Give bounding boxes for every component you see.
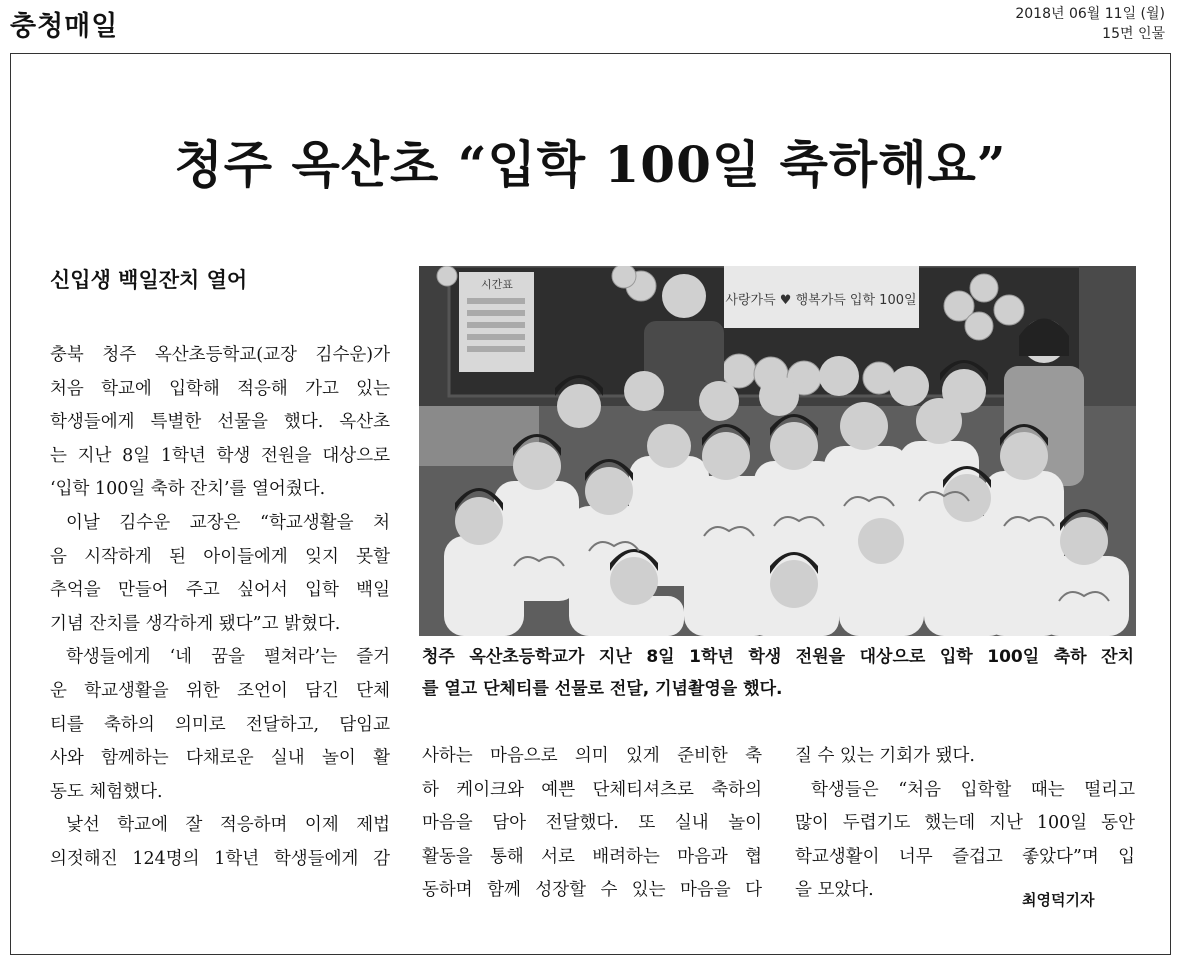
article-column-1	[50, 339, 390, 877]
text-line: 을 모았다.	[795, 880, 874, 901]
text-line: 티를 축하의 의미로 전달하고, 담임교	[50, 714, 390, 735]
article-column-3	[795, 740, 1135, 908]
text-line: 학생들에게 특별한 선물을 했다. 옥산초	[50, 412, 390, 433]
text-line: 학생들은 “처음 입학할 때는 떨리고	[811, 779, 1135, 800]
text-line: 의젓해진 124명의 1학년 학생들에게 감	[50, 848, 390, 869]
article-subhead: 신입생 백일잔치 열어	[50, 268, 248, 292]
text-line: 활동을 통해 서로 배려하는 마음과 협	[422, 846, 762, 867]
issue-page: 15면 인물	[1102, 26, 1165, 42]
text-line: 많이 두렵기도 했는데 지난 100일 동안	[795, 813, 1135, 834]
text-line: 질 수 있는 기회가 됐다.	[795, 746, 975, 766]
schedule-title: 시간표	[481, 278, 513, 291]
article-photo	[419, 266, 1136, 636]
text-line: 추억을 만들어 주고 싶어서 입학 백일	[50, 580, 390, 601]
text-line: 처음 학교에 입학해 적응해 가고 있는	[50, 378, 390, 399]
text-line: 사와 함께하는 다채로운 실내 놀이 활	[50, 748, 390, 769]
text-line: 는 지난 8일 1학년 학생 전원을 대상으로	[50, 445, 390, 466]
text-line: 학교생활이 너무 즐겁고 좋았다”며 입	[795, 846, 1135, 867]
text-line: 하 케이크와 예쁜 단체티셔츠로 축하의	[422, 779, 762, 800]
caption-line: 를 열고 단체티를 선물로 전달, 기념촬영을 했다.	[422, 679, 783, 699]
newspaper-masthead: 충청매일	[10, 11, 119, 42]
text-line: 마음을 담아 전달했다. 또 실내 놀이	[422, 813, 762, 834]
issue-meta	[1015, 4, 1165, 44]
text-line: ‘입학 100일 축하 잔치’를 열어줬다.	[50, 479, 326, 500]
banner-text: 사랑가득 ♥ 행복가득 입학 100일	[725, 293, 917, 308]
text-line: 학생들에게 ‘네 꿈을 펼쳐라’는 즐거	[66, 647, 390, 668]
reporter-byline: 최영덕기자	[1022, 891, 1095, 909]
article-headline: 청주 옥산초 “입학 100일 축하해요”	[174, 135, 1007, 194]
caption-line: 청주 옥산초등학교가 지난 8일 1학년 학생 전원을 대상으로 입학 100일 축하 잔치	[422, 647, 1134, 667]
class-photo-illustration	[419, 266, 1136, 636]
article-column-2	[422, 740, 762, 908]
text-line: 동하며 함께 성장할 수 있는 마음을 다	[422, 880, 762, 901]
text-line: 사하는 마음으로 의미 있게 준비한 축	[422, 746, 762, 766]
issue-date: 2018년 06월 11일 (월)	[1015, 6, 1165, 22]
text-line: 음 시작하게 된 아이들에게 잊지 못할	[50, 546, 390, 567]
text-line: 운 학교생활을 위한 조언이 담긴 단체	[50, 680, 390, 701]
text-line: 기념 잔치를 생각하게 됐다”고 밝혔다.	[50, 613, 341, 634]
text-line: 이날 김수운 교장은 “학교생활을 처	[66, 512, 390, 533]
text-line: 낯선 학교에 잘 적응하며 이제 제법	[66, 815, 390, 836]
text-line: 충북 청주 옥산초등학교(교장 김수운)가	[50, 345, 390, 365]
text-line: 동도 체험했다.	[50, 781, 163, 802]
photo-caption	[422, 641, 1134, 705]
